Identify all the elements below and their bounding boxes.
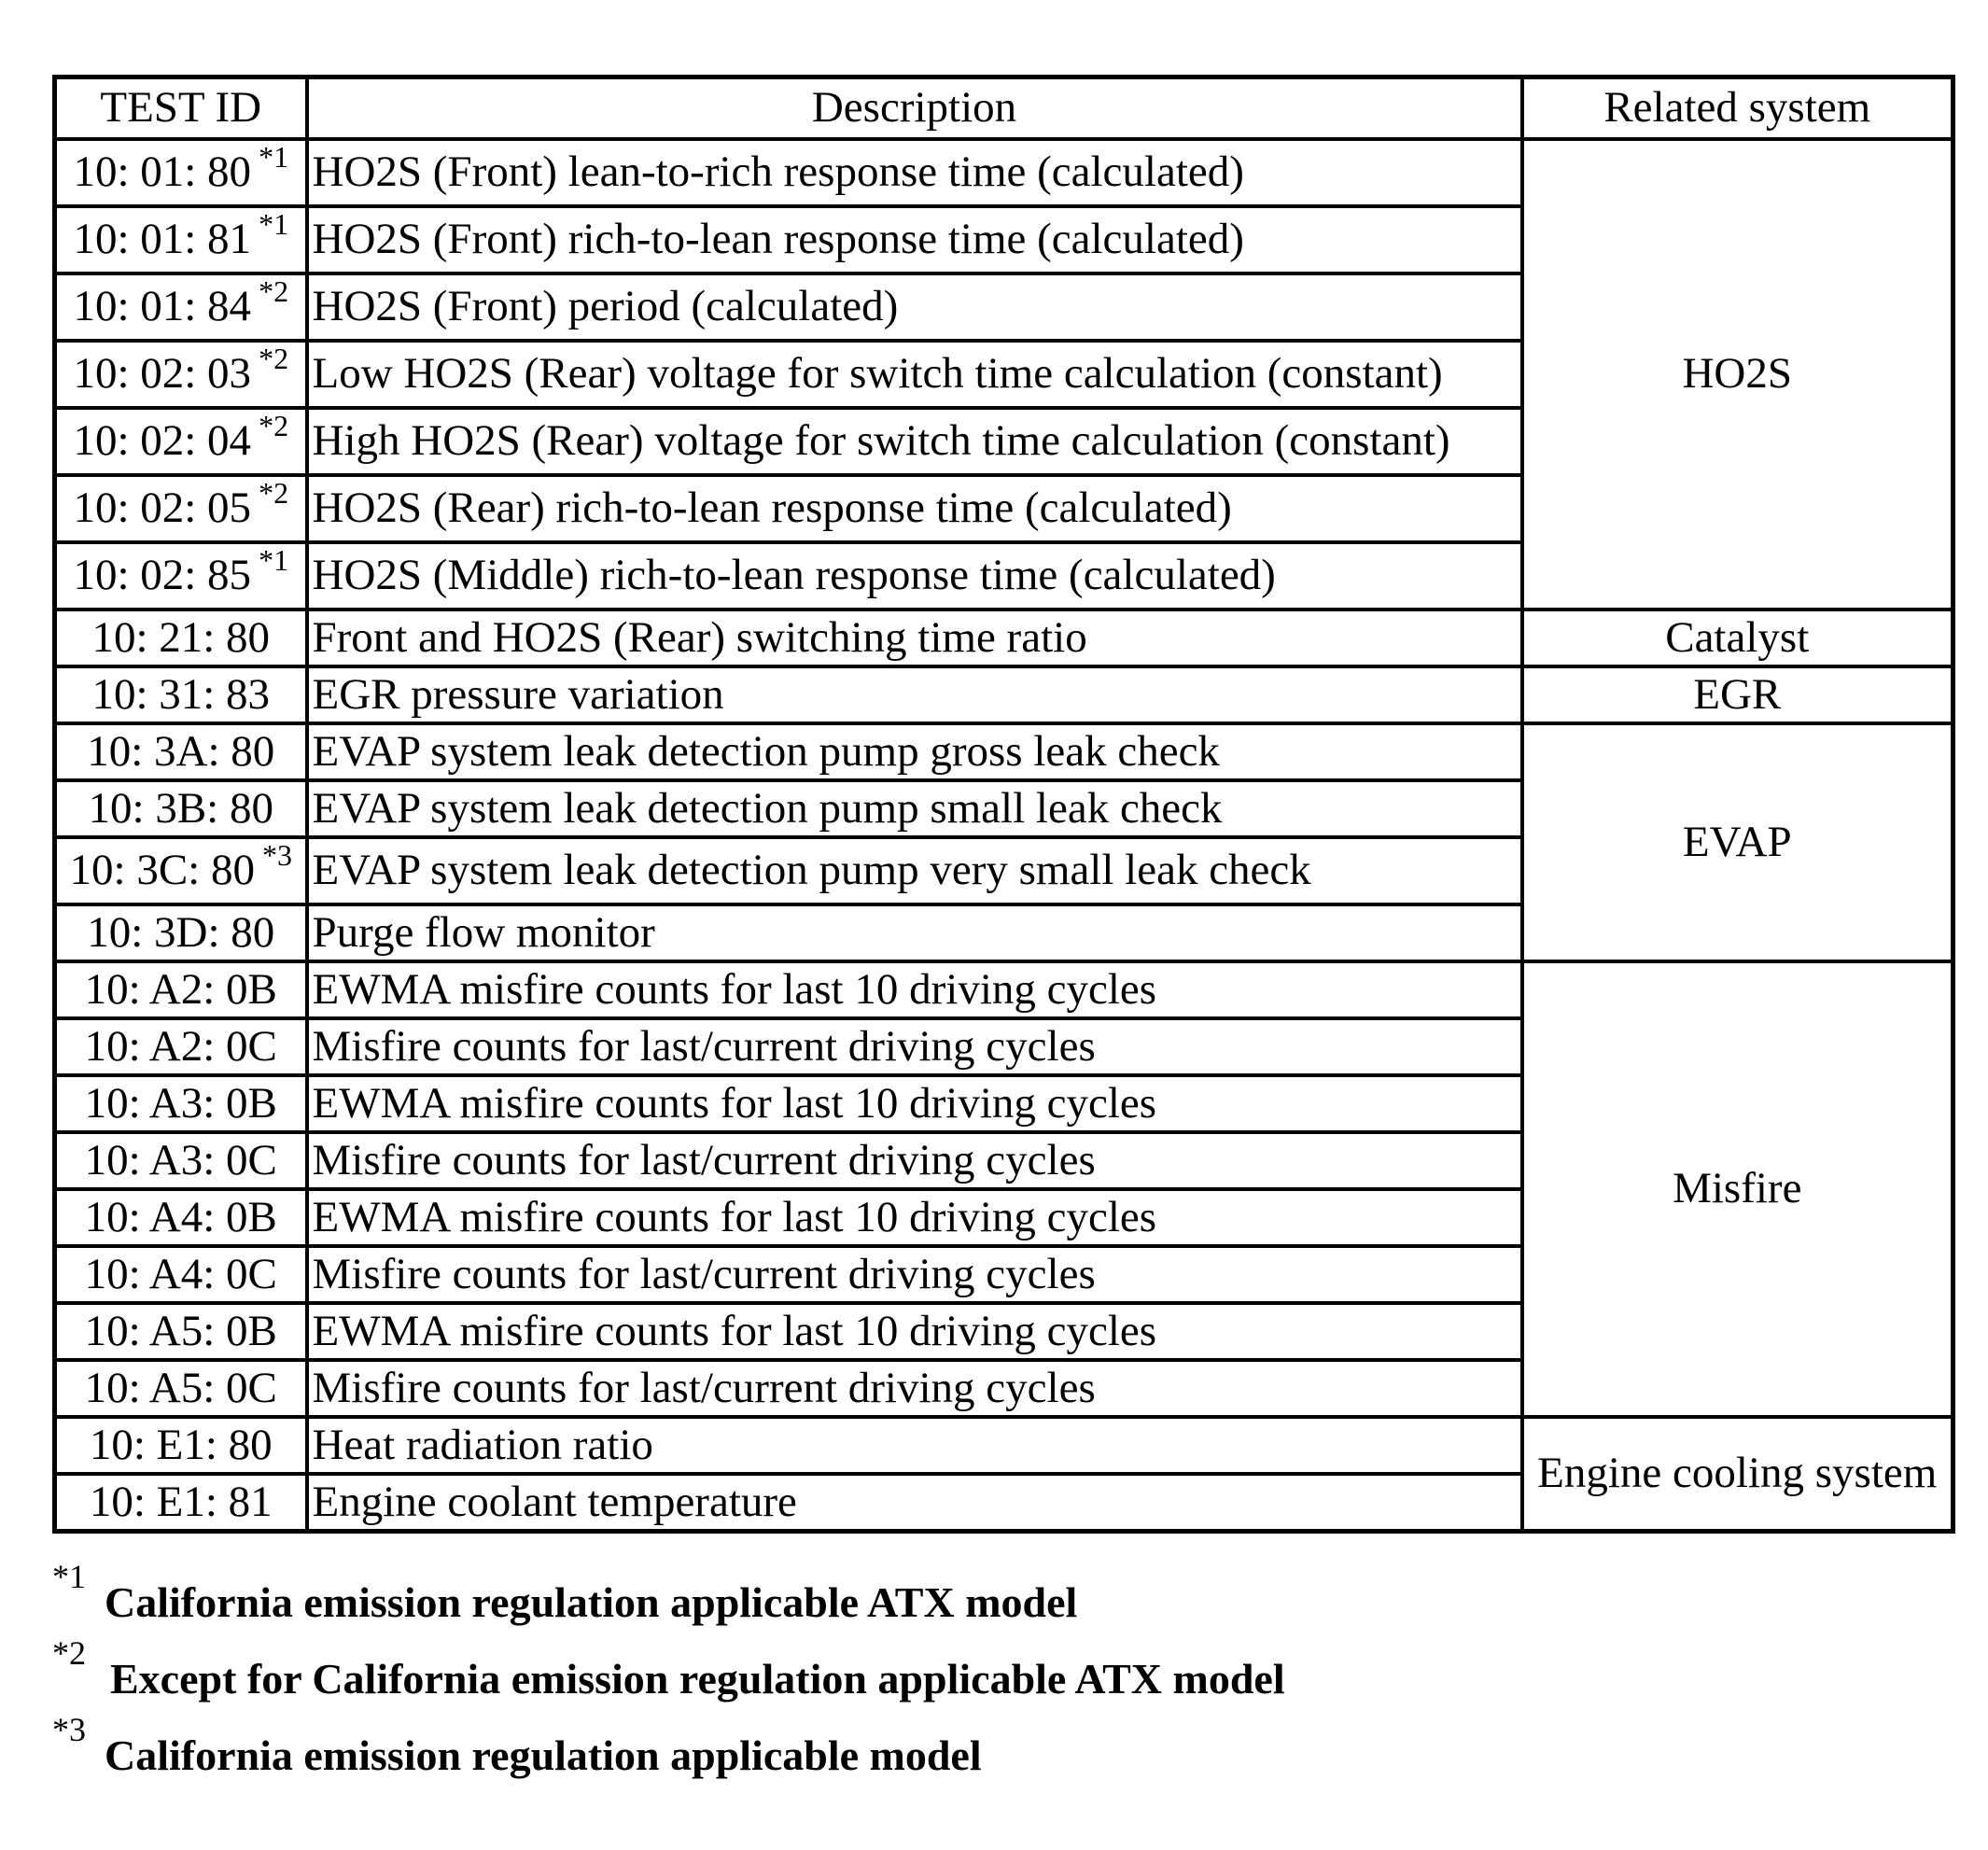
table-header-row (55, 77, 1953, 140)
description-cell: Front and HO2S (Rear) switching time ratio (307, 610, 1522, 666)
test-id-cell: 10: 3B: 80 (55, 780, 307, 837)
test-id-cell: 10: A2: 0B (55, 961, 307, 1018)
test-id-cell (55, 139, 307, 206)
test-id-cell: 10: E1: 80 (55, 1417, 307, 1474)
footnote-ref: *2 (259, 409, 289, 443)
footnote-mark: *1 (52, 1558, 86, 1595)
table-row (55, 666, 1953, 723)
table-row (55, 961, 1953, 1018)
description-cell: EWMA misfire counts for last 10 driving cycles (307, 1075, 1522, 1132)
test-id-cell (55, 408, 307, 475)
test-id-cell: 10: A3: 0C (55, 1132, 307, 1189)
test-id-cell: 10: 3D: 80 (55, 904, 307, 961)
test-id-cell: 10: 31: 83 (55, 666, 307, 723)
test-id-cell (55, 837, 307, 904)
description-cell: Misfire counts for last/current driving cycles (307, 1360, 1522, 1417)
description-cell: Misfire counts for last/current driving cycles (307, 1246, 1522, 1303)
description-cell: Engine coolant temperature (307, 1474, 1522, 1532)
test-id-cell: 10: A4: 0C (55, 1246, 307, 1303)
description-cell: Misfire counts for last/current driving cycles (307, 1018, 1522, 1075)
test-id-cell (55, 542, 307, 610)
table-row (55, 1417, 1953, 1474)
description-cell: HO2S (Middle) rich-to-lean response time (calculated) (307, 542, 1522, 610)
test-id-table (52, 75, 1955, 1534)
test-id: 10: 02: 04 (73, 416, 252, 466)
footnote (52, 1710, 1919, 1787)
header-related-system: Related system (1522, 77, 1953, 140)
description-cell: Misfire counts for last/current driving cycles (307, 1132, 1522, 1189)
test-id: 10: 3C: 80 (69, 846, 255, 895)
description-cell: Heat radiation ratio (307, 1417, 1522, 1474)
description-cell: Purge flow monitor (307, 904, 1522, 961)
test-id: 10: 01: 80 (73, 147, 252, 197)
test-id-cell: 10: E1: 81 (55, 1474, 307, 1532)
table-row (55, 610, 1953, 666)
test-id-cell: 10: A4: 0B (55, 1189, 307, 1246)
system-cell-ho2s: HO2S (1522, 139, 1953, 610)
test-id-cell: 10: A5: 0B (55, 1303, 307, 1360)
test-id-cell: 10: 21: 80 (55, 610, 307, 666)
description-cell: EVAP system leak detection pump very small leak check (307, 837, 1522, 904)
test-id-table-container (52, 75, 1951, 1534)
header-test-id: TEST ID (55, 77, 307, 140)
footnote (52, 1557, 1919, 1633)
test-id: 10: 01: 81 (73, 215, 252, 264)
footnote-text: California emission regulation applicable ATX model (105, 1578, 1078, 1626)
footnotes (52, 1557, 1919, 1787)
test-id-cell (55, 475, 307, 542)
test-id-cell (55, 341, 307, 408)
test-id-cell (55, 206, 307, 273)
test-id-cell (55, 273, 307, 341)
test-id-cell: 10: A3: 0B (55, 1075, 307, 1132)
system-cell-misfire: Misfire (1522, 961, 1953, 1417)
footnote-ref: *1 (259, 207, 289, 242)
header-description: Description (307, 77, 1522, 140)
system-cell-egr: EGR (1522, 666, 1953, 723)
footnote-ref: *2 (259, 476, 289, 511)
footnote (52, 1633, 1919, 1710)
description-cell: HO2S (Front) rich-to-lean response time (calculated) (307, 206, 1522, 273)
test-id: 10: 01: 84 (73, 282, 252, 331)
test-id: 10: 02: 03 (73, 349, 252, 399)
description-cell: EWMA misfire counts for last 10 driving cycles (307, 1189, 1522, 1246)
footnote-ref: *3 (261, 838, 292, 873)
footnote-mark: *2 (52, 1634, 86, 1672)
test-id-cell: 10: 3A: 80 (55, 723, 307, 780)
description-cell: HO2S (Front) period (calculated) (307, 273, 1522, 341)
system-cell-catalyst: Catalyst (1522, 610, 1953, 666)
description-cell: EVAP system leak detection pump gross leak check (307, 723, 1522, 780)
system-cell-engine-cooling: Engine cooling system (1522, 1417, 1953, 1532)
description-cell: High HO2S (Rear) voltage for switch time calculation (constant) (307, 408, 1522, 475)
test-id-cell: 10: A2: 0C (55, 1018, 307, 1075)
test-id: 10: 02: 85 (73, 551, 252, 600)
footnote-ref: *1 (259, 543, 289, 578)
description-cell: EWMA misfire counts for last 10 driving cycles (307, 1303, 1522, 1360)
footnote-ref: *2 (259, 342, 289, 376)
footnote-ref: *1 (259, 140, 289, 175)
description-cell: EWMA misfire counts for last 10 driving cycles (307, 961, 1522, 1018)
footnote-ref: *2 (259, 274, 289, 309)
footnote-mark: *3 (52, 1711, 86, 1748)
description-cell: HO2S (Front) lean-to-rich response time (calculated) (307, 139, 1522, 206)
test-id-cell: 10: A5: 0C (55, 1360, 307, 1417)
footnote-text: California emission regulation applicable model (105, 1731, 982, 1779)
description-cell: HO2S (Rear) rich-to-lean response time (calculated) (307, 475, 1522, 542)
description-cell: Low HO2S (Rear) voltage for switch time calculation (constant) (307, 341, 1522, 408)
description-cell: EGR pressure variation (307, 666, 1522, 723)
footnote-text: Except for California emission regulation applicable ATX model (110, 1655, 1285, 1703)
table-row (55, 139, 1953, 206)
test-id: 10: 02: 05 (73, 484, 252, 533)
table-row (55, 723, 1953, 780)
description-cell: EVAP system leak detection pump small leak check (307, 780, 1522, 837)
system-cell-evap: EVAP (1522, 723, 1953, 961)
